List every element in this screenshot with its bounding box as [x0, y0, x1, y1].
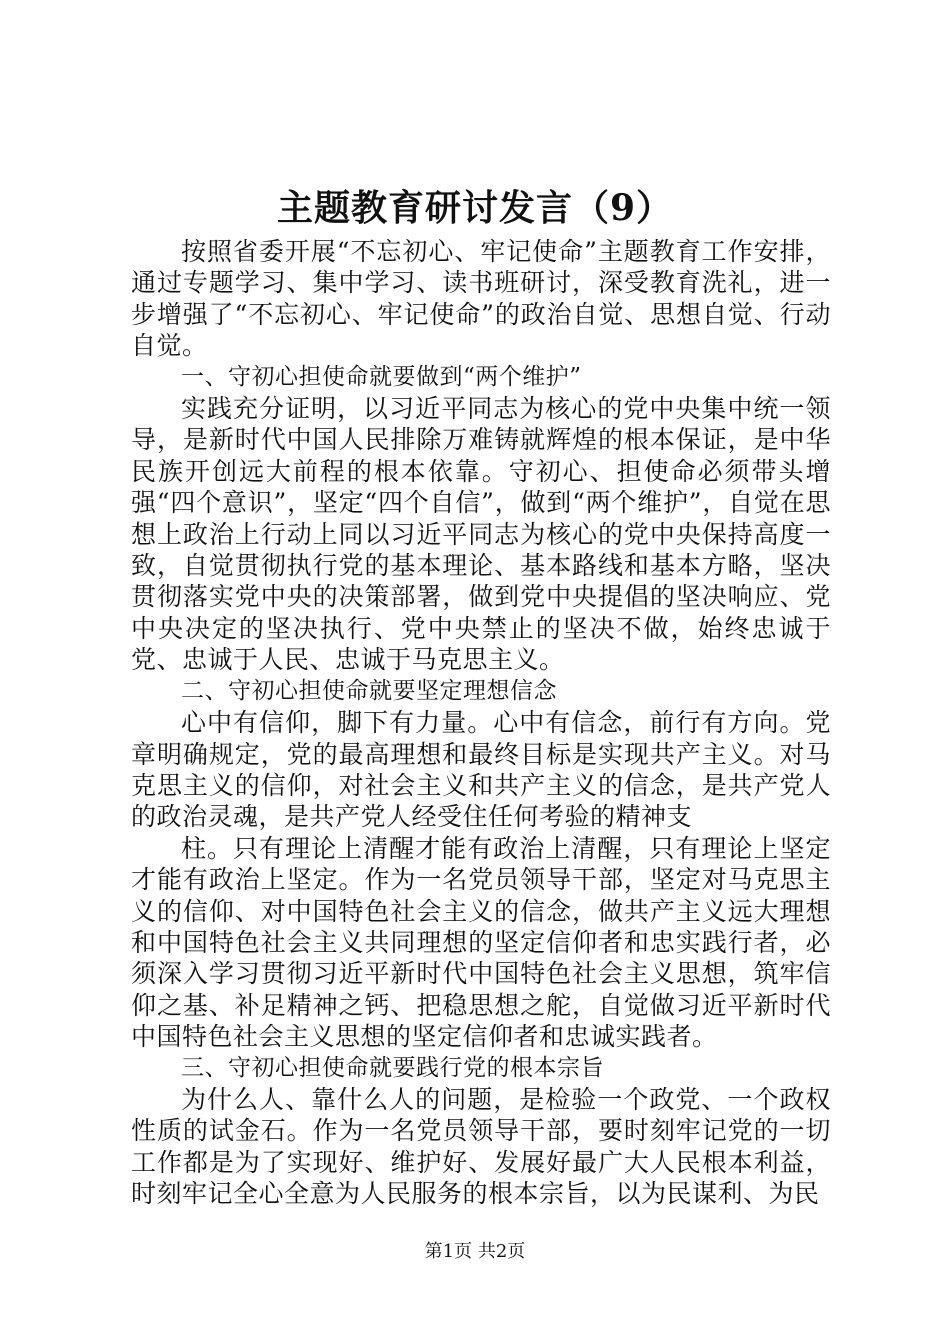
document-body — [131, 236, 831, 1210]
document-title: 主题教育研讨发言（9） — [276, 187, 674, 229]
section-heading-3: 三、守初心担使命就要践行党的根本宗旨 — [181, 1054, 604, 1081]
paragraph-section-2b: 柱。只有理论上清醒才能有政治上清醒，只有理论上坚定才能有政治上坚定。作为一名党员领导干部，坚定对马克思主义的信仰、对中国特色社会主义的信念，做共产主义远大理想和中国特色社会主义共同理想的坚定信仰者和忠实践行者，必须深入学习贯彻习近平新时代中国特色社会主义思想，筑牢信仰之基、补足精神之钙、把稳思想之舵，自觉做习近平新时代中国特色社会主义思想的坚定信仰者和忠诚实践者。 — [131, 833, 831, 1052]
paragraph-section-1: 实践充分证明，以习近平同志为核心的党中央集中统一领导，是新时代中国人民排除万难铸就辉煌的根本保证，是中华民族开创远大前程的根本依靠。守初心、担使命必须带头增强“四个意识”，坚定“四个自信”，做到“两个维护”，自觉在思想上政治上行动上同以习近平同志为核心的党中央保持高度一致，自觉贯彻执行党的基本理论、基本路线和基本方略，坚决贯彻落实党中央的决策部署，做到党中央提倡的坚决响应、党中央决定的坚决执行、党中央禁止的坚决不做，始终忠诚于党、忠诚于人民、忠诚于马克思主义。 — [131, 394, 831, 675]
page-footer: 第1页 共2页 — [424, 1241, 526, 1262]
section-heading-1: 一、守初心担使命就要做到“两个维护” — [181, 363, 582, 390]
paragraph-section-3: 为什么人、靠什么人的问题，是检验一个政党、一个政权性质的试金石。作为一名党员领导干部，要时刻牢记党的一切工作都是为了实现好、维护好、发展好最广大人民根本利益，时刻牢记全心全意为人民服务的根本宗旨，以为民谋利、为民 — [131, 1084, 831, 1209]
section-heading-2: 二、守初心担使命就要坚定理想信念 — [181, 677, 557, 704]
paragraph-section-2a: 心中有信仰，脚下有力量。心中有信念，前行有方向。党章明确规定，党的最高理想和最终目标是实现共产主义。对马克思主义的信仰，对社会主义和共产主义的信念，是共产党人的政治灵魂，是共产党人经受住任何考验的精神支 — [131, 708, 831, 832]
paragraph-intro: 按照省委开展“不忘初心、牢记使命”主题教育工作安排，通过专题学习、集中学习、读书班研讨，深受教育洗礼，进一步增强了“不忘初心、牢记使命”的政治自觉、思想自觉、行动自觉。 — [131, 237, 831, 361]
